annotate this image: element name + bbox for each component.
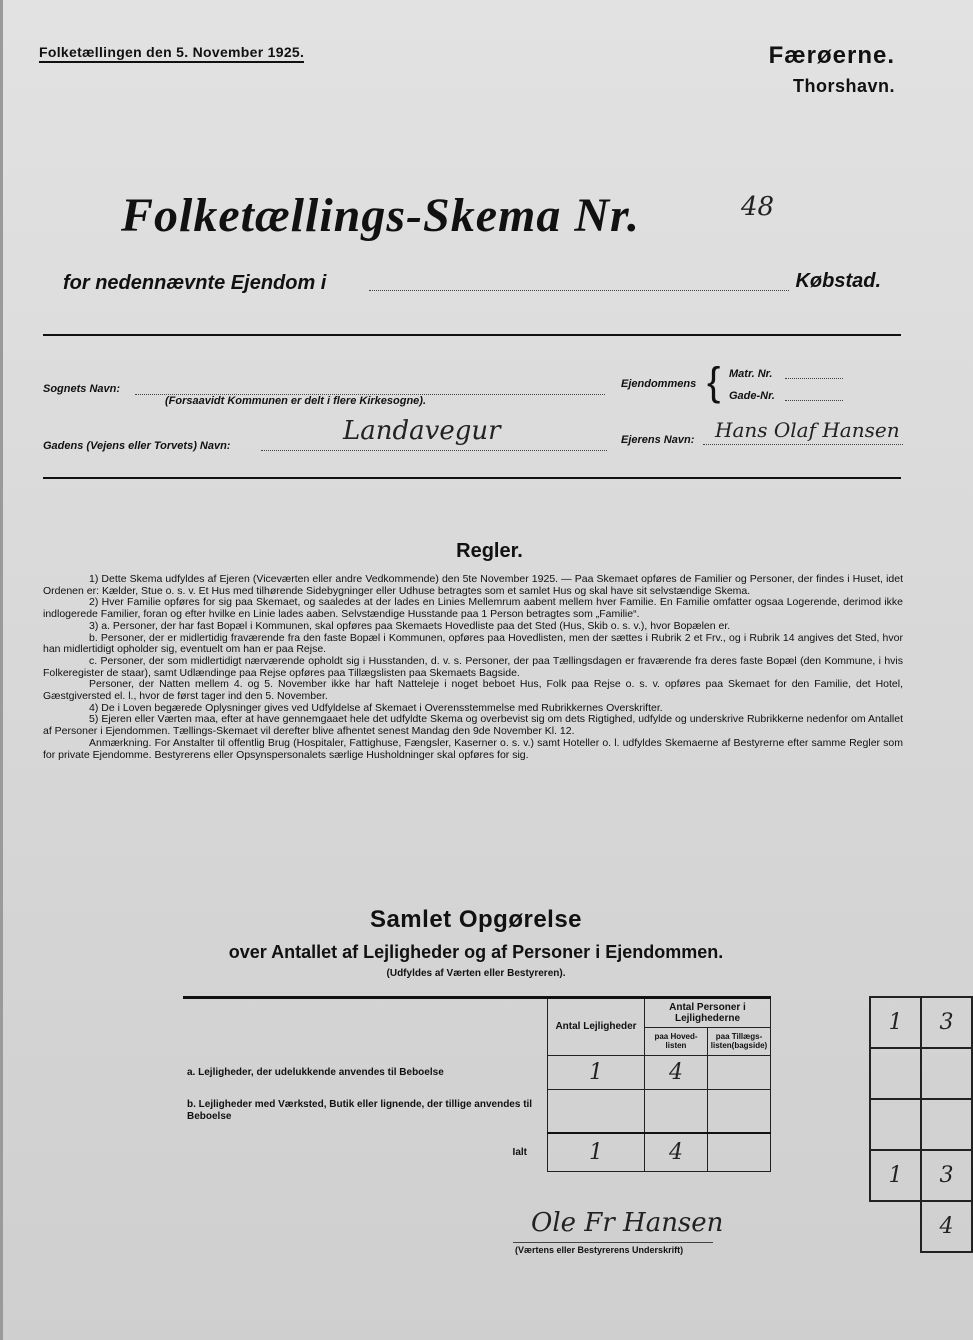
table-row [183, 1055, 771, 1089]
table-row [183, 1089, 771, 1133]
row-b-tillaeg[interactable] [708, 1089, 771, 1133]
rule-3-note: Personer, der Natten mellem 4. og 5. November ikke har haft Natteleje i noget beboet Hus, Folk paa Rejse o. s. v. opføres paa Skemaet for den Familie, det Hotel, Gæstgiversted el. l., hvor de først tager ind den 5. November. [43, 678, 903, 703]
summary-title: Samlet Opgørelse [369, 906, 583, 933]
form-number-handwritten: 48 [741, 192, 775, 222]
ejer-field[interactable] [703, 444, 903, 445]
ejer-label: Ejerens Navn: [621, 434, 695, 446]
ialt-lejligheder[interactable]: 1 [548, 1133, 645, 1171]
side-r1c1[interactable]: 1 [870, 997, 921, 1048]
col-tillaegslisten: paa Tillægs-listen(bagside) [708, 1028, 771, 1055]
col-antal-lejligheder: Antal Lejligheder [548, 998, 645, 1056]
matr-label: Matr. Nr. [729, 368, 773, 380]
side-r2c1[interactable] [870, 1048, 921, 1099]
divider-middle [43, 477, 901, 479]
signature-caption: (Værtens eller Bestyrerens Underskrift) [515, 1245, 684, 1255]
side-r5c2[interactable]: 4 [921, 1201, 972, 1252]
rule-2: 2) Hver Familie opføres for sig paa Skemaet, og saaledes at der lades en Linies Mellemrum aabent mellem hver Familie. En Familie omfatter ogsaa Logerende, derimod ikke indlogerede Familier, foran og efter hvilke en Linie lades aaben. Selvstændige Husstande paa 1 Person betragtes som „Familie“. [43, 596, 903, 621]
gade-nr-field[interactable] [785, 400, 843, 401]
ejer-value: Hans Olaf Hansen [715, 418, 900, 442]
side-r1c2[interactable]: 3 [921, 997, 972, 1048]
gade-nr-label: Gade-Nr. [729, 390, 775, 402]
rule-1: 1) Dette Skema udfyldes af Ejeren (Viceværten eller andre Vedkommende) den 5te November 1925. — Paa Skemaet opføres de Familier og Personer, der findes i Huset, idet Ordenen er: Kælder, Stue o. s. v. Et Hus med tilhørende Sidebygninger eller Udhuse betragtes som et samlet Hus og skal have sit selvstændige Skema. [43, 573, 903, 597]
row-a-tillaeg[interactable] [708, 1055, 771, 1089]
summary-header-blank [183, 998, 548, 1056]
town-header: Thorshavn. [792, 76, 895, 96]
col-hovedlisten: paa Hoved-listen [645, 1028, 708, 1055]
kobstad-label: Købstad. [795, 270, 881, 292]
census-date-header: Folketællingen den 5. November 1925. [39, 44, 304, 63]
row-b-lejligheder[interactable] [548, 1089, 645, 1133]
ialt-hovedlisten[interactable]: 4 [645, 1133, 708, 1171]
row-b-hovedlisten[interactable] [645, 1089, 708, 1133]
side-r5c1 [870, 1201, 921, 1252]
col-antal-personer: Antal Personer i Lejlighederne [645, 998, 771, 1028]
matr-field[interactable] [785, 378, 843, 379]
rule-4: 4) De i Loven begærede Oplysninger gives ved Udfyldelse af Skemaet i Overensstemmelse med Rubrikkernes Overskrifter. [89, 701, 663, 714]
rule-3c: c. Personer, der som midlertidigt nærværende opholdt sig i Husstanden, d. v. s. Personer, der paa Tællingsdagen er fraværende fra deres faste Bopæl (den Kommune, i hvis Folkeregister de staar), samt Udlændinge paa Rejse opføres paa Tillægslisten paa Skemaets Bagside. [43, 654, 903, 679]
gade-navn-value: Landavegur [343, 416, 501, 446]
property-location-field[interactable] [369, 290, 789, 291]
form-title: Folketællings-Skema Nr. [121, 189, 641, 242]
summary-note: (Udfyldes af Værten eller Bestyreren). [386, 968, 566, 979]
row-a-label: a. Lejligheder, der udelukkende anvendes til Beboelse [183, 1055, 548, 1089]
ejendom-label: Ejendommens [621, 378, 697, 390]
rule-annotation: Anmærkning. For Anstalter til offentlig Brug (Hospitaler, Fattighuse, Fængsler, Kaserner o. s. v.) samt Hoteller o. l. udfyldes Skemaerne af Bestyrerne efter samme Regler som for private Ejendomme. Bestyrerens eller Opsynspersonalets særlige Husholdninger skal opføres for sig. [43, 736, 903, 761]
divider-top [43, 334, 901, 336]
side-r3c1[interactable] [870, 1099, 921, 1150]
rule-3b: b. Personer, der er midlertidig fraværende fra den faste Bopæl i Kommunen, opføres paa Hovedlisten, men der sættes i Rubrik 2 et Frv., og i Rubrik 14 angives det Sted, hvor han midlertidigt opholder sig, eventuelt om han er paa Rejse. [43, 631, 903, 656]
row-b-label: b. Lejligheder med Værksted, Butik eller lignende, der tillige anvendes til Beboelse [183, 1089, 548, 1133]
summary-table [183, 996, 771, 1172]
ialt-label: Ialt [183, 1133, 548, 1171]
regler-text [43, 574, 903, 761]
brace-symbol: { [707, 360, 721, 404]
region-header: Færøerne. [768, 42, 895, 69]
row-a-hovedlisten[interactable]: 4 [645, 1055, 708, 1089]
side-r4c2[interactable]: 3 [921, 1150, 972, 1201]
regler-title: Regler. [456, 540, 523, 562]
property-location-label: for nedennævnte Ejendom i [63, 272, 327, 294]
side-r2c2[interactable] [921, 1048, 972, 1099]
side-r3c2[interactable] [921, 1099, 972, 1150]
side-tally-box [869, 996, 973, 1253]
summary-subtitle: over Antallet af Lejligheder og af Personer i Ejendommen. [228, 942, 724, 962]
side-r4c1[interactable]: 1 [870, 1150, 921, 1201]
signature-handwritten: Ole Fr Hansen [531, 1208, 724, 1238]
table-row [183, 1133, 771, 1171]
gade-navn-field[interactable] [261, 450, 607, 451]
rule-3a: 3) a. Personer, der har fast Bopæl i Kommunen, skal opføres paa Skemaets Hovedliste paa det Sted (Hus, Skib o. s. v.), hvor Bopælen er. [89, 619, 731, 632]
gade-navn-label: Gadens (Vejens eller Torvets) Navn: [43, 440, 231, 452]
ialt-tillaeg[interactable] [708, 1133, 771, 1171]
rule-5: 5) Ejeren eller Værten maa, efter at have gennemgaaet hele det udfyldte Skema og overbevist sig om dets Rigtighed, udfylde og underskrive Rubrikkerne nedenfor om Antallet af Personer i Ejendommen. Tællings-Skemaet vil derefter blive afhentet senest Mandag den 9de November Kl. 12. [43, 713, 903, 738]
sogn-note: (Forsaavidt Kommunen er delt i flere Kirkesogne). [165, 395, 427, 407]
row-a-lejligheder[interactable]: 1 [548, 1055, 645, 1089]
sogn-label: Sognets Navn: [43, 383, 121, 395]
signature-line[interactable] [513, 1242, 713, 1243]
